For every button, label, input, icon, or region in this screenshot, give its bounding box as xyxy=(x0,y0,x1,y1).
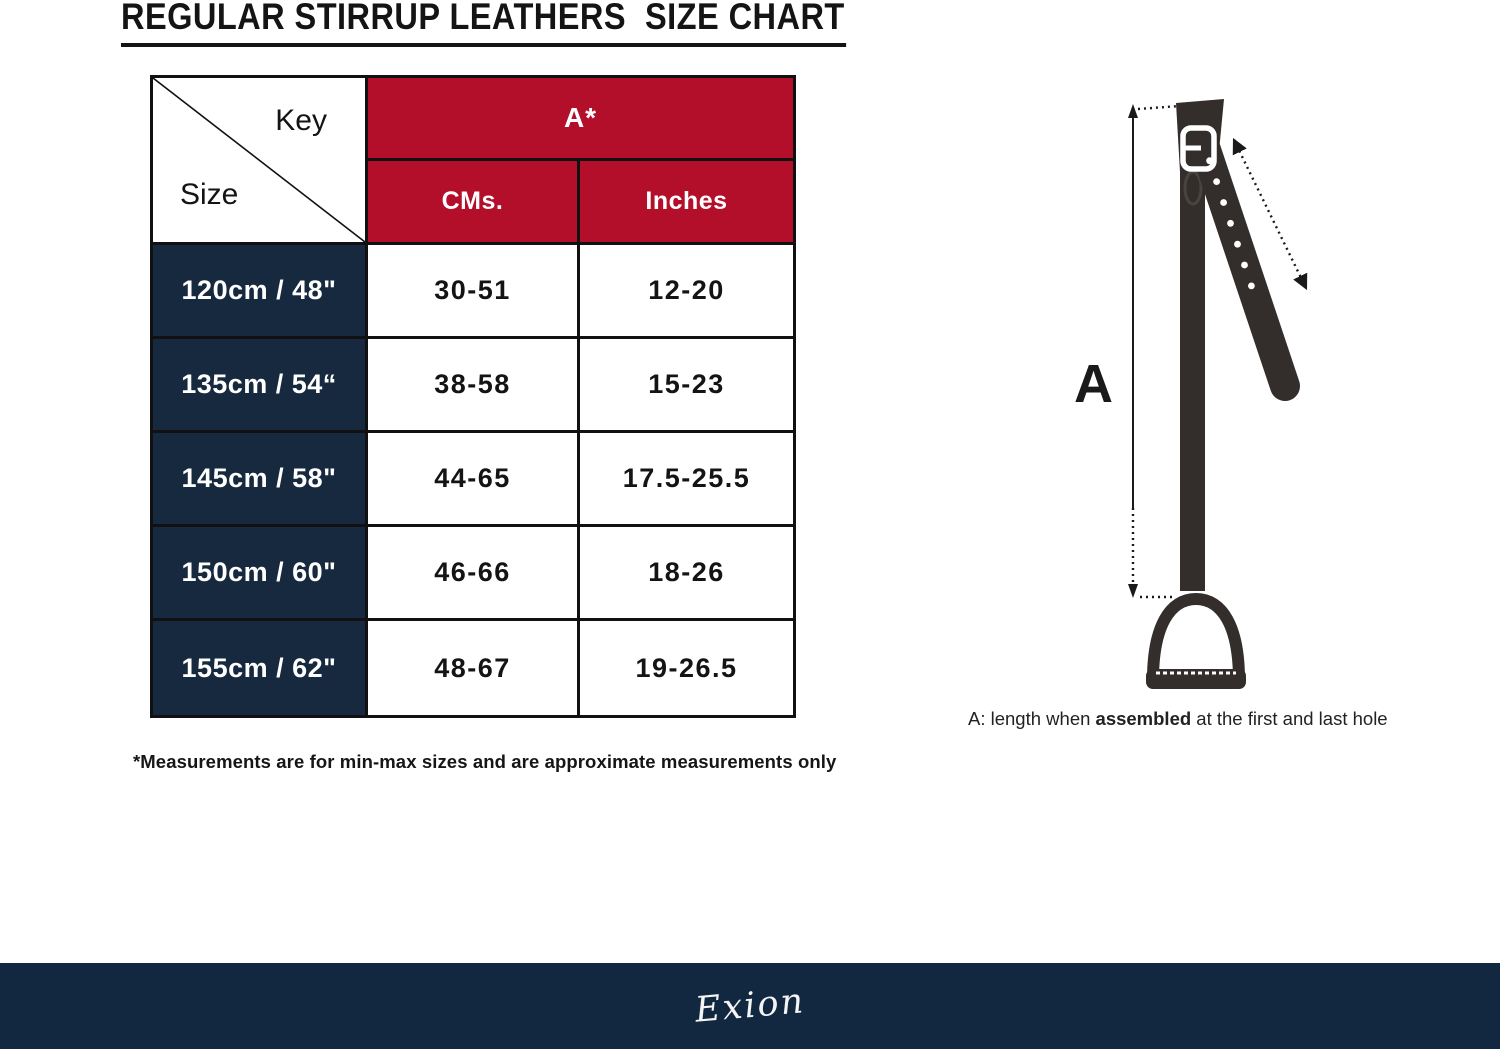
measurements-footnote: *Measurements are for min-max sizes and are approximate measurements only xyxy=(133,751,837,772)
footer-bar xyxy=(0,963,1500,1049)
corner-size-label: Size xyxy=(180,178,239,211)
inches-cell: 18-26 xyxy=(580,527,793,621)
caption-suffix: at the first and last hole xyxy=(1191,708,1388,729)
brand-logo: Exion xyxy=(693,981,807,1031)
corner-key-label: Key xyxy=(275,104,327,137)
stirrup-leather-illustration xyxy=(1050,88,1380,718)
column-header-inches: Inches xyxy=(580,161,793,245)
cms-cell: 46-66 xyxy=(368,527,580,621)
caption-prefix: A: length when xyxy=(968,708,1096,729)
diagonal-divider xyxy=(153,78,365,242)
angled-strap xyxy=(1202,138,1285,386)
size-cell: 150cm / 60" xyxy=(153,527,368,621)
caption-bold-word: assembled xyxy=(1095,708,1192,729)
cms-cell: 44-65 xyxy=(368,433,580,527)
stirrup-iron xyxy=(1146,591,1246,689)
page-title: REGULAR STIRRUP LEATHERS SIZE CHART xyxy=(121,0,847,47)
cms-cell: 48-67 xyxy=(368,621,580,715)
inches-cell: 17.5-25.5 xyxy=(580,433,793,527)
vertical-measure-arrow xyxy=(1128,104,1180,598)
inches-cell: 19-26.5 xyxy=(580,621,793,715)
dimension-a-label: A xyxy=(1074,354,1113,414)
column-header-cms: CMs. xyxy=(368,161,580,245)
column-group-header: A* xyxy=(368,78,793,161)
inches-cell: 15-23 xyxy=(580,339,793,433)
size-cell: 135cm / 54“ xyxy=(153,339,368,433)
size-cell: 120cm / 48" xyxy=(153,245,368,339)
size-cell: 145cm / 58" xyxy=(153,433,368,527)
size-chart-table xyxy=(150,75,796,718)
diagram-caption xyxy=(968,708,1408,730)
cms-cell: 38-58 xyxy=(368,339,580,433)
cms-cell: 30-51 xyxy=(368,245,580,339)
inches-cell: 12-20 xyxy=(580,245,793,339)
table-corner-cell xyxy=(153,78,368,245)
size-cell: 155cm / 62" xyxy=(153,621,368,715)
